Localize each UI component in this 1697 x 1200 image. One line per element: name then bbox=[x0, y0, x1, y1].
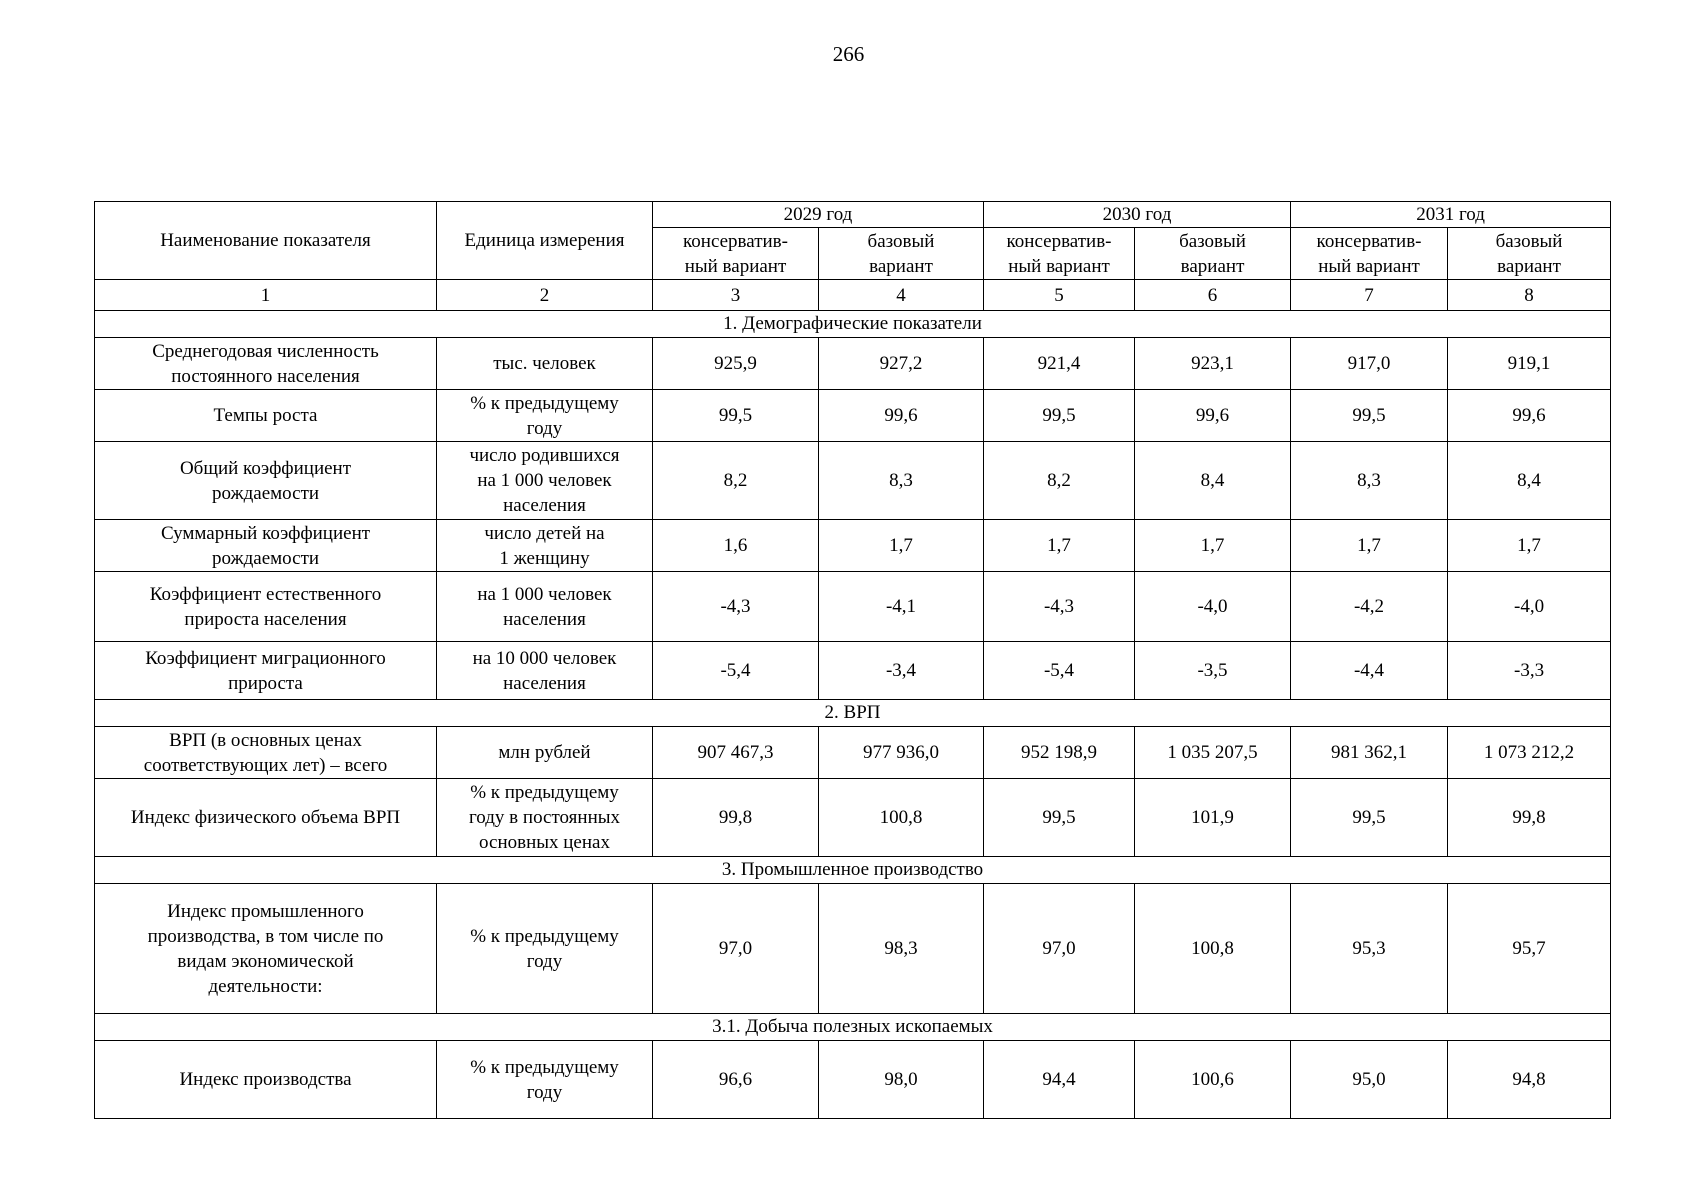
value-cell: 98,3 bbox=[819, 884, 984, 1014]
value-cell: 100,8 bbox=[1135, 884, 1291, 1014]
value-cell: 100,8 bbox=[819, 779, 984, 857]
header-row-years bbox=[95, 202, 1611, 228]
header-unit: Единица измерения bbox=[437, 202, 653, 280]
value-cell: 100,6 bbox=[1135, 1041, 1291, 1119]
value-cell: -4,0 bbox=[1448, 572, 1611, 642]
page-number: 266 bbox=[832, 42, 865, 66]
indicator-unit: % к предыдущему году bbox=[437, 884, 653, 1014]
value-cell: 921,4 bbox=[984, 338, 1135, 390]
value-cell: 977 936,0 bbox=[819, 727, 984, 779]
value-cell: 99,6 bbox=[1448, 390, 1611, 442]
value-cell: 1,7 bbox=[1291, 520, 1448, 572]
value-cell: -4,0 bbox=[1135, 572, 1291, 642]
table-row bbox=[95, 338, 1611, 390]
value-cell: 907 467,3 bbox=[653, 727, 819, 779]
value-cell: 919,1 bbox=[1448, 338, 1611, 390]
section-header-row bbox=[95, 1014, 1611, 1041]
value-cell: 101,9 bbox=[1135, 779, 1291, 857]
value-cell: 97,0 bbox=[653, 884, 819, 1014]
column-number: 3 bbox=[653, 280, 819, 311]
header-variant-conservative: консерватив- ный вариант bbox=[1291, 228, 1448, 280]
column-number: 1 bbox=[95, 280, 437, 311]
table-row bbox=[95, 1041, 1611, 1119]
value-cell: 99,5 bbox=[1291, 779, 1448, 857]
header-year: 2030 год bbox=[984, 202, 1291, 228]
column-number: 4 bbox=[819, 280, 984, 311]
table-row bbox=[95, 727, 1611, 779]
column-number: 2 bbox=[437, 280, 653, 311]
value-cell: -4,2 bbox=[1291, 572, 1448, 642]
section-title: 3.1. Добыча полезных ископаемых bbox=[95, 1014, 1611, 1041]
header-variant-conservative: консерватив- ный вариант bbox=[984, 228, 1135, 280]
table-row bbox=[95, 884, 1611, 1014]
indicator-unit: на 10 000 человек населения bbox=[437, 642, 653, 700]
value-cell: 99,8 bbox=[1448, 779, 1611, 857]
indicator-name: Общий коэффициент рождаемости bbox=[95, 442, 437, 520]
value-cell: 8,4 bbox=[1448, 442, 1611, 520]
table-row bbox=[95, 442, 1611, 520]
value-cell: 8,3 bbox=[1291, 442, 1448, 520]
value-cell: 99,6 bbox=[819, 390, 984, 442]
section-header-row bbox=[95, 700, 1611, 727]
value-cell: 1,7 bbox=[819, 520, 984, 572]
table-body bbox=[95, 311, 1611, 1119]
section-title: 2. ВРП bbox=[95, 700, 1611, 727]
value-cell: -4,3 bbox=[653, 572, 819, 642]
table-row bbox=[95, 520, 1611, 572]
value-cell: 99,6 bbox=[1135, 390, 1291, 442]
section-title: 3. Промышленное производство bbox=[95, 857, 1611, 884]
column-number: 7 bbox=[1291, 280, 1448, 311]
section-header-row bbox=[95, 857, 1611, 884]
value-cell: 99,5 bbox=[1291, 390, 1448, 442]
indicator-unit: млн рублей bbox=[437, 727, 653, 779]
column-number: 5 bbox=[984, 280, 1135, 311]
value-cell: 8,3 bbox=[819, 442, 984, 520]
header-variant-base: базовый вариант bbox=[1448, 228, 1611, 280]
value-cell: -4,3 bbox=[984, 572, 1135, 642]
column-number: 6 bbox=[1135, 280, 1291, 311]
table-row bbox=[95, 390, 1611, 442]
value-cell: 95,3 bbox=[1291, 884, 1448, 1014]
indicator-name: Среднегодовая численность постоянного населения bbox=[95, 338, 437, 390]
value-cell: -5,4 bbox=[984, 642, 1135, 700]
indicator-unit: тыс. человек bbox=[437, 338, 653, 390]
value-cell: 917,0 bbox=[1291, 338, 1448, 390]
section-header-row bbox=[95, 311, 1611, 338]
value-cell: 927,2 bbox=[819, 338, 984, 390]
header-year: 2029 год bbox=[653, 202, 984, 228]
value-cell: 95,7 bbox=[1448, 884, 1611, 1014]
indicator-name: Темпы роста bbox=[95, 390, 437, 442]
value-cell: 8,2 bbox=[653, 442, 819, 520]
value-cell: 1,7 bbox=[984, 520, 1135, 572]
indicator-name: Коэффициент миграционного прироста bbox=[95, 642, 437, 700]
value-cell: 923,1 bbox=[1135, 338, 1291, 390]
indicator-unit: % к предыдущему году bbox=[437, 1041, 653, 1119]
header-variant-base: базовый вариант bbox=[1135, 228, 1291, 280]
value-cell: 98,0 bbox=[819, 1041, 984, 1119]
value-cell: -3,5 bbox=[1135, 642, 1291, 700]
value-cell: 99,8 bbox=[653, 779, 819, 857]
indicator-name: ВРП (в основных ценах соответствующих лет) – всего bbox=[95, 727, 437, 779]
value-cell: 1 073 212,2 bbox=[1448, 727, 1611, 779]
column-number: 8 bbox=[1448, 280, 1611, 311]
table-row bbox=[95, 572, 1611, 642]
value-cell: 99,5 bbox=[984, 390, 1135, 442]
value-cell: 1,6 bbox=[653, 520, 819, 572]
indicator-unit: число родившихся на 1 000 человек населения bbox=[437, 442, 653, 520]
indicator-name: Коэффициент естественного прироста населения bbox=[95, 572, 437, 642]
table-row bbox=[95, 642, 1611, 700]
header-variant-conservative: консерватив- ный вариант bbox=[653, 228, 819, 280]
section-title: 1. Демографические показатели bbox=[95, 311, 1611, 338]
value-cell: -3,3 bbox=[1448, 642, 1611, 700]
value-cell: 981 362,1 bbox=[1291, 727, 1448, 779]
value-cell: 8,4 bbox=[1135, 442, 1291, 520]
header-indicator-name: Наименование показателя bbox=[95, 202, 437, 280]
indicator-unit: на 1 000 человек населения bbox=[437, 572, 653, 642]
indicator-unit: число детей на 1 женщину bbox=[437, 520, 653, 572]
value-cell: 99,5 bbox=[653, 390, 819, 442]
value-cell: 97,0 bbox=[984, 884, 1135, 1014]
value-cell: 1,7 bbox=[1135, 520, 1291, 572]
value-cell: 94,4 bbox=[984, 1041, 1135, 1119]
value-cell: -4,4 bbox=[1291, 642, 1448, 700]
value-cell: -3,4 bbox=[819, 642, 984, 700]
value-cell: 96,6 bbox=[653, 1041, 819, 1119]
value-cell: 925,9 bbox=[653, 338, 819, 390]
value-cell: 99,5 bbox=[984, 779, 1135, 857]
indicator-name: Индекс промышленного производства, в том числе по видам экономической деятельности: bbox=[95, 884, 437, 1014]
indicator-name: Суммарный коэффициент рождаемости bbox=[95, 520, 437, 572]
indicator-unit: % к предыдущему году в постоянных основных ценах bbox=[437, 779, 653, 857]
indicator-name: Индекс производства bbox=[95, 1041, 437, 1119]
value-cell: 1 035 207,5 bbox=[1135, 727, 1291, 779]
value-cell: 95,0 bbox=[1291, 1041, 1448, 1119]
header-year: 2031 год bbox=[1291, 202, 1611, 228]
indicators-table bbox=[94, 201, 1611, 1119]
indicator-name: Индекс физического объема ВРП bbox=[95, 779, 437, 857]
value-cell: -5,4 bbox=[653, 642, 819, 700]
column-number-row bbox=[95, 280, 1611, 311]
table-row bbox=[95, 779, 1611, 857]
header-variant-base: базовый вариант bbox=[819, 228, 984, 280]
value-cell: 1,7 bbox=[1448, 520, 1611, 572]
value-cell: 94,8 bbox=[1448, 1041, 1611, 1119]
value-cell: 952 198,9 bbox=[984, 727, 1135, 779]
indicator-unit: % к предыдущему году bbox=[437, 390, 653, 442]
value-cell: 8,2 bbox=[984, 442, 1135, 520]
value-cell: -4,1 bbox=[819, 572, 984, 642]
